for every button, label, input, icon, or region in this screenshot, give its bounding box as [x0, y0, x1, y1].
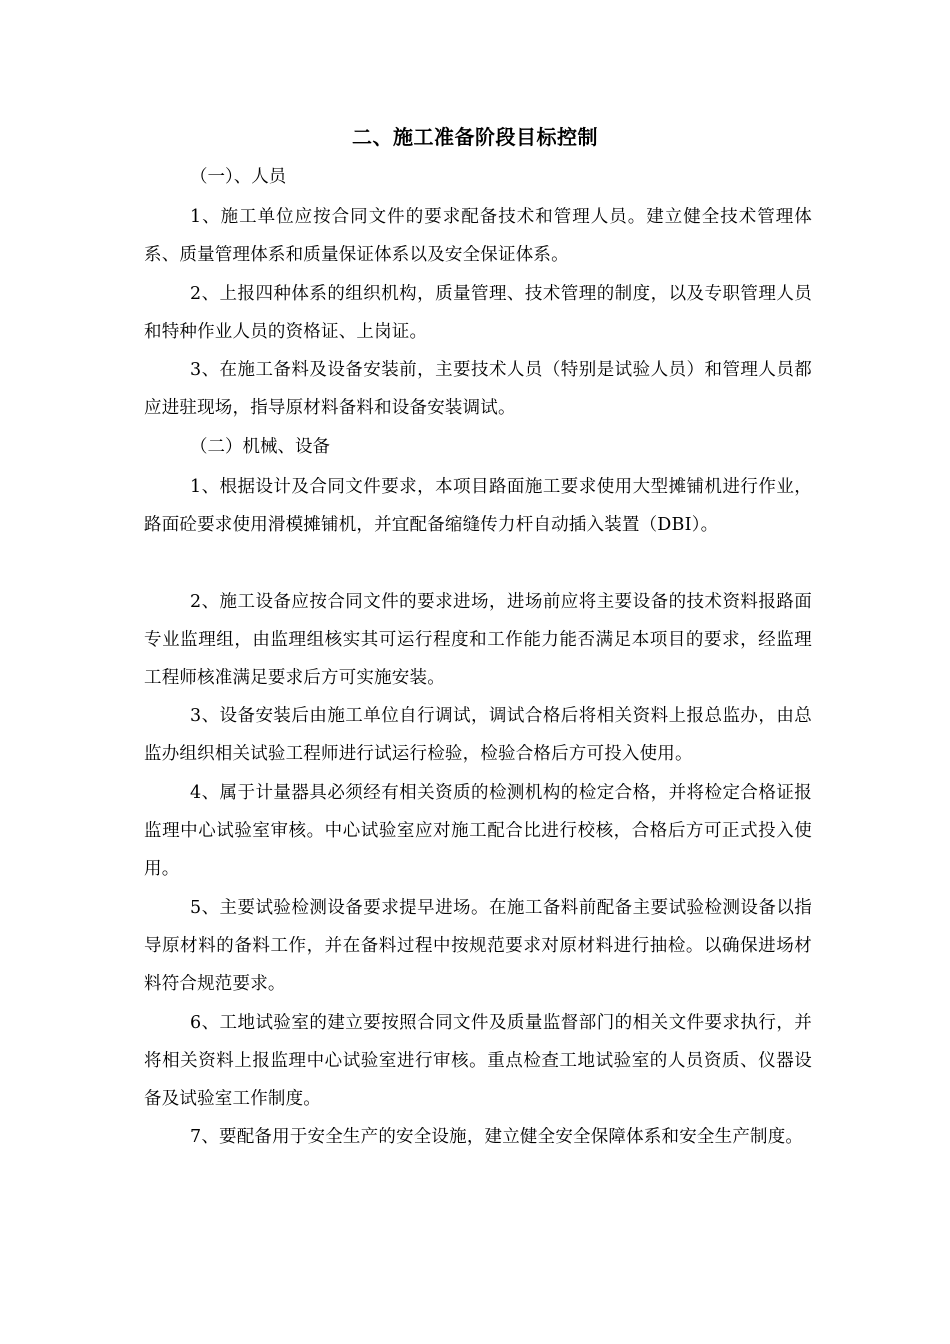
- paragraph: 2、施工设备应按合同文件的要求进场，进场前应将主要设备的技术资料报路面专业监理组，由监理组核实其可运行程度和工作能力能否满足本项目的要求，经监理工程师核准满足要求后方可实施安装。: [144, 592, 812, 688]
- page-title: 二、施工准备阶段目标控制: [352, 125, 598, 149]
- section-heading-equipment: （二）机械、设备: [190, 437, 330, 457]
- paragraph: 7、要配备用于安全生产的安全设施，建立健全安全保障体系和安全生产制度。: [190, 1127, 804, 1147]
- paragraph: 3、在施工备料及设备安装前，主要技术人员（特别是试验人员）和管理人员都应进驻现场，指导原材料备料和设备安装调试。: [144, 360, 812, 418]
- paragraph: 6、工地试验室的建立要按照合同文件及质量监督部门的相关文件要求执行，并将相关资料上报监理中心试验室进行审核。重点检查工地试验室的人员资质、仪器设备及试验室工作制度。: [144, 1013, 812, 1109]
- section-heading-personnel: （一）、人员: [190, 167, 287, 187]
- paragraph: 1、根据设计及合同文件要求，本项目路面施工要求使用大型摊铺机进行作业，路面砼要求使用滑模摊铺机，并宜配备缩缝传力杆自动插入装置（DBI）。: [144, 477, 812, 535]
- paragraph: 5、主要试验检测设备要求提早进场。在施工备料前配备主要试验检测设备以指导原材料的备料工作，并在备料过程中按规范要求对原材料进行抽检。以确保进场材料符合规范要求。: [144, 898, 812, 994]
- paragraph: 1、施工单位应按合同文件的要求配备技术和管理人员。建立健全技术管理体系、质量管理体系和质量保证体系以及安全保证体系。: [144, 207, 812, 265]
- paragraph: 3、设备安装后由施工单位自行调试，调试合格后将相关资料上报总监办，由总监办组织相关试验工程师进行试运行检验，检验合格后方可投入使用。: [144, 706, 812, 764]
- paragraph: 4、属于计量器具必须经有相关资质的检测机构的检定合格，并将检定合格证报监理中心试验室审核。中心试验室应对施工配合比进行校核，合格后方可正式投入使用。: [144, 783, 812, 879]
- paragraph: 2、上报四种体系的组织机构，质量管理、技术管理的制度，以及专职管理人员和特种作业人员的资格证、上岗证。: [144, 284, 812, 342]
